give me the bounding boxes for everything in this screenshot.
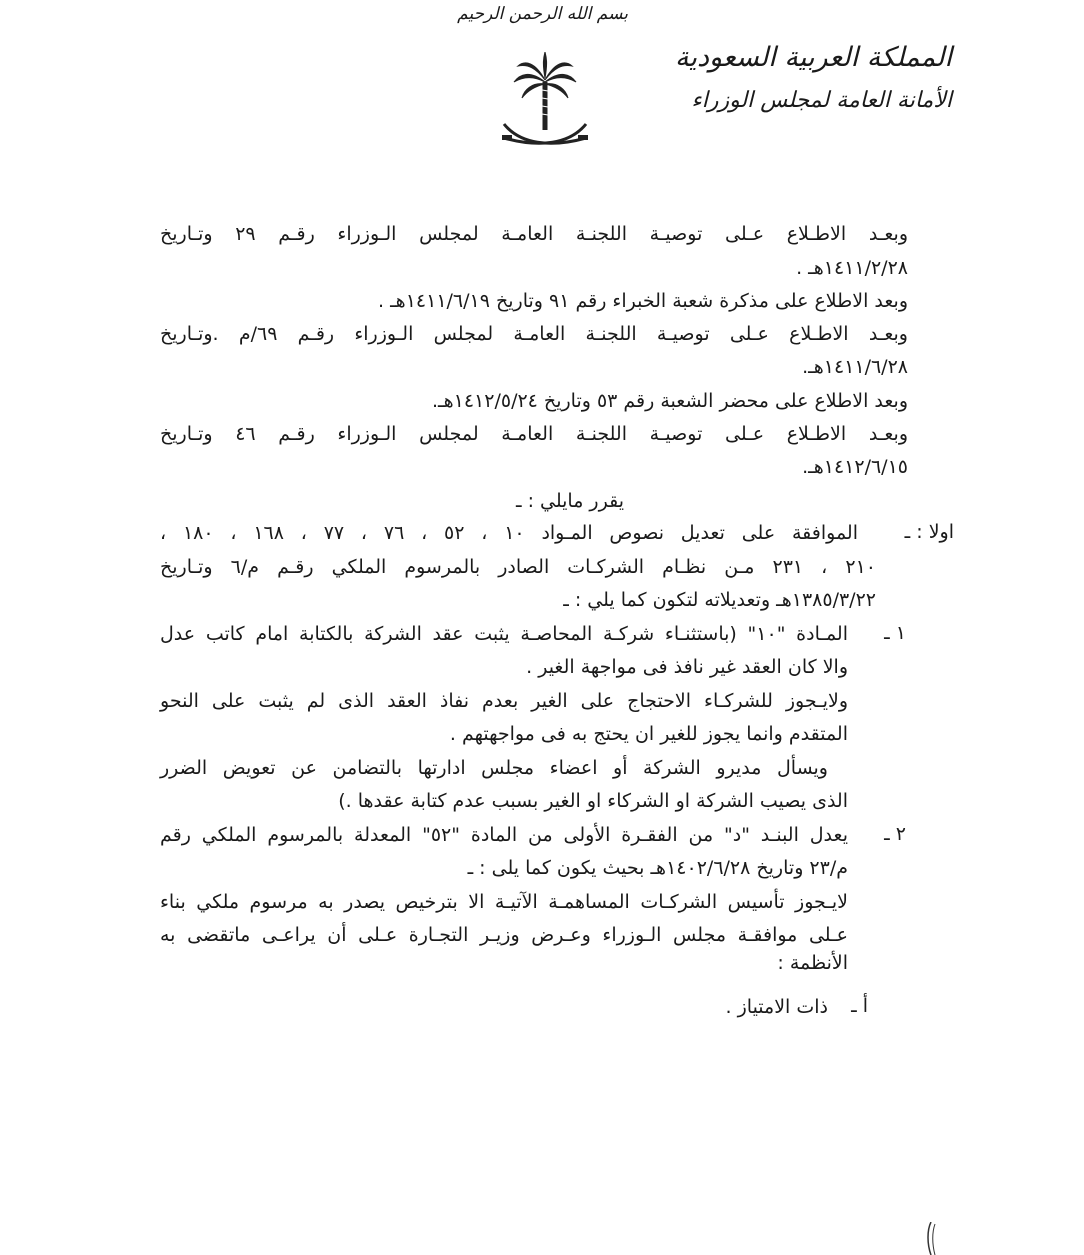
text-line: ١٤١١/٢/٢٨هـ . bbox=[796, 257, 908, 279]
text-line: وبعـد الاطـلاع عـلى توصيـة اللجنـة العامـة لمجلس الـوزراء رقـم ٤٦ وتـاريخ bbox=[160, 423, 908, 445]
text-line: ١٤١٢/٦/١٥هـ. bbox=[802, 456, 908, 478]
organization-name: المملكة العربية السعودية bbox=[674, 42, 952, 73]
page-edge-mark bbox=[925, 1222, 937, 1255]
clause-label: اولا : ـ bbox=[904, 521, 954, 543]
palm-swords-emblem-icon bbox=[500, 52, 590, 156]
text-line: ١٤١١/٦/٢٨هـ. bbox=[802, 356, 908, 378]
text-line: الأنظمة : bbox=[777, 952, 848, 974]
decision-heading: يقرر مايلي : ـ bbox=[515, 490, 624, 512]
text-line: لايـجوز تأسيس الشركـات المساهمـة الآتيـة الا بترخيص يصدر به مرسوم ملكي بناء bbox=[160, 891, 848, 913]
text-line: والا كان العقد غير نافذ فى مواجهة الغير . bbox=[526, 656, 848, 678]
item-number: ٢ ـ bbox=[884, 823, 906, 845]
text-line: ذات الامتياز . bbox=[725, 996, 828, 1018]
text-line: وبعد الاطلاع على محضر الشعبة رقم ٥٣ وتاريخ ١٤١٢/٥/٢٤هـ. bbox=[432, 390, 908, 412]
text-line: وبعد الاطلاع على مذكرة شعبة الخبراء رقم ٩١ وتاريخ ١٤١١/٦/١٩هـ . bbox=[378, 290, 908, 312]
sub-item-label: أ ـ bbox=[851, 995, 868, 1017]
text-line: عـلى موافقـة مجلس الـوزراء وعـرض وزيـر التجـارة عـلى أن يراعـى ماتقضى به bbox=[160, 924, 848, 946]
text-line: يعدل البنـد "د" من الفقـرة الأولى من المادة "٥٢" المعدلة بالمرسوم الملكي رقم bbox=[160, 824, 848, 846]
text-line: م/٢٣ وتاريخ ١٤٠٢/٦/٢٨هـ بحيث يكون كما يلى : ـ bbox=[467, 857, 848, 879]
text-line: المـادة "١٠" (باستثنـاء شركـة المحاصـة يثبت عقد الشركة بالكتابة امام كاتب عدل bbox=[160, 623, 848, 645]
basmala: بسم الله الرحمن الرحيم bbox=[457, 4, 628, 24]
text-line: ولايـجوز للشركـاء الاحتجاج على الغير بعدم نفاذ العقد الذى لم يثبت على النحو bbox=[160, 690, 848, 712]
text-line: ١٣٨٥/٣/٢٢هـ وتعديلاته لتكون كما يلي : ـ bbox=[563, 589, 876, 611]
text-line: الموافقة على تعديل نصوص المـواد ١٠ ، ٥٢ ، ٧٦ ، ٧٧ ، ١٦٨ ، ١٨٠ ، bbox=[160, 522, 858, 544]
text-line: وبعـد الاطـلاع عـلى توصيـة اللجنـة العامـة لمجلس الـوزراء رقـم ٦٩/م .وتـاريخ bbox=[160, 323, 908, 345]
text-line: الذى يصيب الشركة او الشركاء او الغير بسبب عدم كتابة عقدها .) bbox=[338, 790, 848, 812]
text-line: ويسأل مديرو الشركة أو اعضاء مجلس ادارتها بالتضامن عن تعويض الضرر bbox=[160, 757, 828, 779]
text-line: وبعـد الاطـلاع عـلى توصيـة اللجنـة العامـة لمجلس الـوزراء رقـم ٢٩ وتـاريخ bbox=[160, 223, 908, 245]
item-number: ١ ـ bbox=[884, 622, 906, 644]
text-line: ٢١٠ ، ٢٣١ مـن نظـام الشركـات الصادر بالمرسوم الملكي رقـم م/٦ وتـاريخ bbox=[160, 556, 876, 578]
department-name: الأمانة العامة لمجلس الوزراء bbox=[691, 88, 952, 113]
text-line: المتقدم وانما يجوز للغير ان يحتج به فى مواجهتهم . bbox=[449, 723, 848, 745]
